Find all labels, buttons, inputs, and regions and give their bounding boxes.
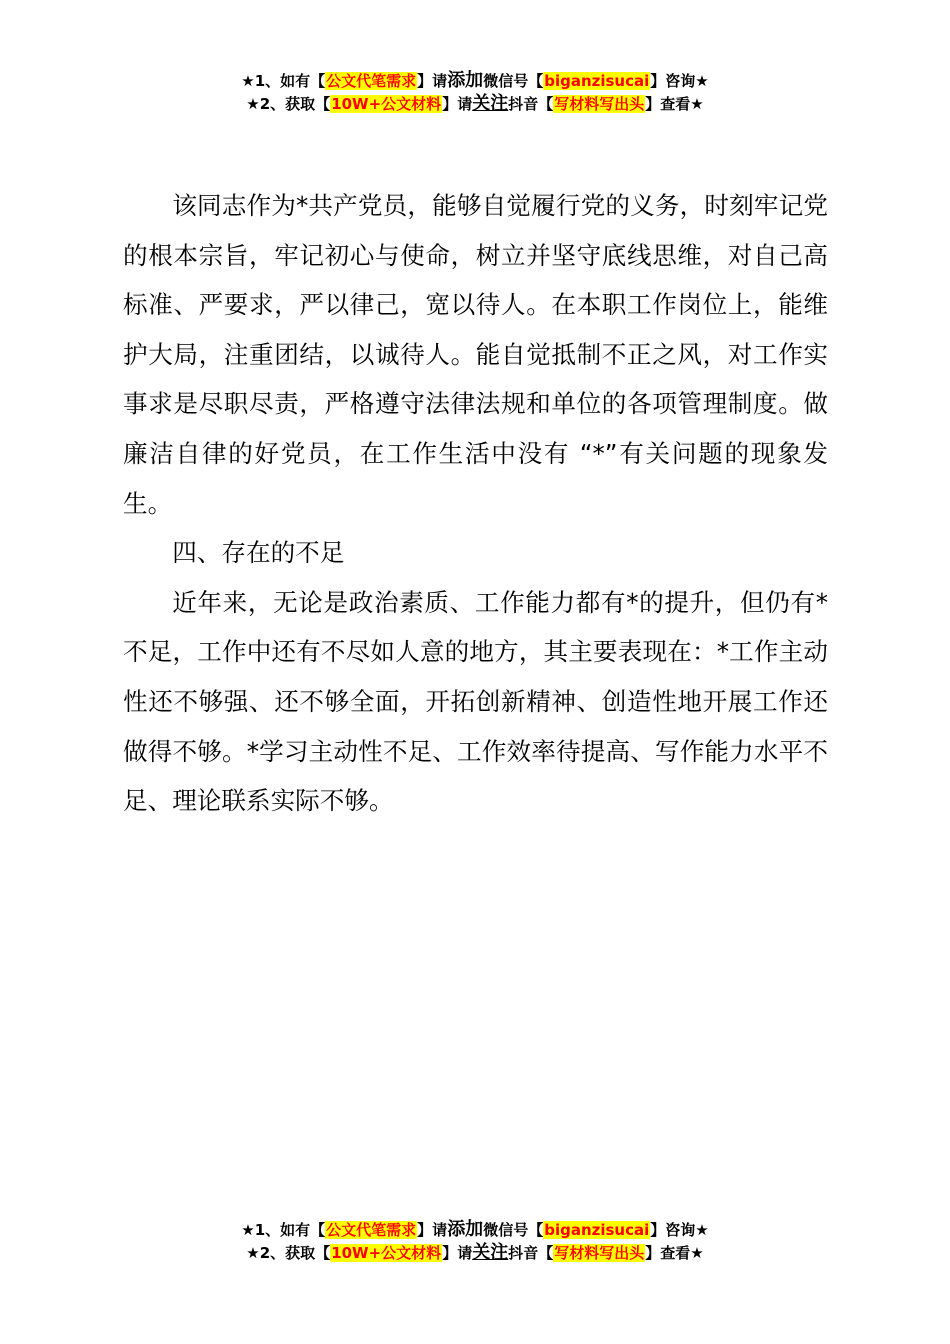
banner-text: 】请 xyxy=(417,1221,448,1239)
emphasis-text: 关注 xyxy=(472,1242,509,1263)
highlight-douyin-account: 写材料写出头 xyxy=(554,1244,645,1262)
banner-text: 】查看 xyxy=(645,95,691,113)
banner-text: 1、如有【 xyxy=(254,1221,326,1239)
highlight-materials: 10W+公文材料 xyxy=(331,1244,442,1262)
star-icon: ★ xyxy=(690,1244,704,1262)
banner-text: 】请 xyxy=(417,72,448,90)
header-banner-line-1 xyxy=(0,69,950,92)
banner-text: 】请 xyxy=(442,95,473,113)
star-icon: ★ xyxy=(695,72,709,90)
banner-text: 】咨询 xyxy=(650,72,696,90)
footer-banner xyxy=(0,1218,950,1264)
footer-banner-line-2 xyxy=(0,1241,950,1264)
banner-text: 2、获取【 xyxy=(259,1244,331,1262)
star-icon: ★ xyxy=(690,95,704,113)
header-banner-line-2 xyxy=(0,92,950,115)
banner-text: 微信号【 xyxy=(483,1221,544,1239)
document-body xyxy=(123,181,828,826)
banner-text: 微信号【 xyxy=(483,72,544,90)
section-heading: 四、存在的不足 xyxy=(172,538,345,568)
highlight-wechat-id: biganzisucai xyxy=(544,1221,650,1239)
footer-banner-line-1 xyxy=(0,1218,950,1241)
highlight-wechat-id: biganzisucai xyxy=(544,72,650,90)
banner-text: 抖音【 xyxy=(508,1244,554,1262)
highlight-service: 公文代笔需求 xyxy=(326,1221,417,1239)
banner-text: 】请 xyxy=(442,1244,473,1262)
emphasis-text: 添加 xyxy=(447,1219,484,1240)
body-paragraph: 近年来，无论是政治素质、工作能力都有*的提升，但仍有*不足，工作中还有不尽如人意的地方，其主要表现在：*工作主动性还不够强、还不够全面，开拓创新精神、创造性地开展工作还做得不够。*学习主动性不足、工作效率待提高、写作能力水平不足、理论联系实际不够。 xyxy=(123,587,828,816)
star-icon: ★ xyxy=(241,1221,255,1239)
header-banner xyxy=(0,69,950,115)
emphasis-text: 添加 xyxy=(447,70,484,91)
star-icon: ★ xyxy=(695,1221,709,1239)
banner-text: 2、获取【 xyxy=(259,95,331,113)
highlight-service: 公文代笔需求 xyxy=(326,72,417,90)
star-icon: ★ xyxy=(241,72,255,90)
banner-text: 】咨询 xyxy=(650,1221,696,1239)
star-icon: ★ xyxy=(246,95,260,113)
banner-text: 】查看 xyxy=(645,1244,691,1262)
banner-text: 抖音【 xyxy=(508,95,554,113)
highlight-materials: 10W+公文材料 xyxy=(331,95,442,113)
banner-text: 1、如有【 xyxy=(254,72,326,90)
highlight-douyin-account: 写材料写出头 xyxy=(554,95,645,113)
emphasis-text: 关注 xyxy=(472,93,509,114)
star-icon: ★ xyxy=(246,1244,260,1262)
body-paragraph: 该同志作为*共产党员，能够自觉履行党的义务，时刻牢记党的根本宗旨，牢记初心与使命，树立并坚守底线思维，对自己高标准、严要求，严以律己，宽以待人。在本职工作岗位上，能维护大局，注重团结，以诚待人。能自觉抵制不正之风，对工作实事求是尽职尽责，严格遵守法律法规和单位的各项管理制度。做廉洁自律的好党员，在工作生活中没有 “*”有关问题的现象发生。 xyxy=(123,191,828,518)
